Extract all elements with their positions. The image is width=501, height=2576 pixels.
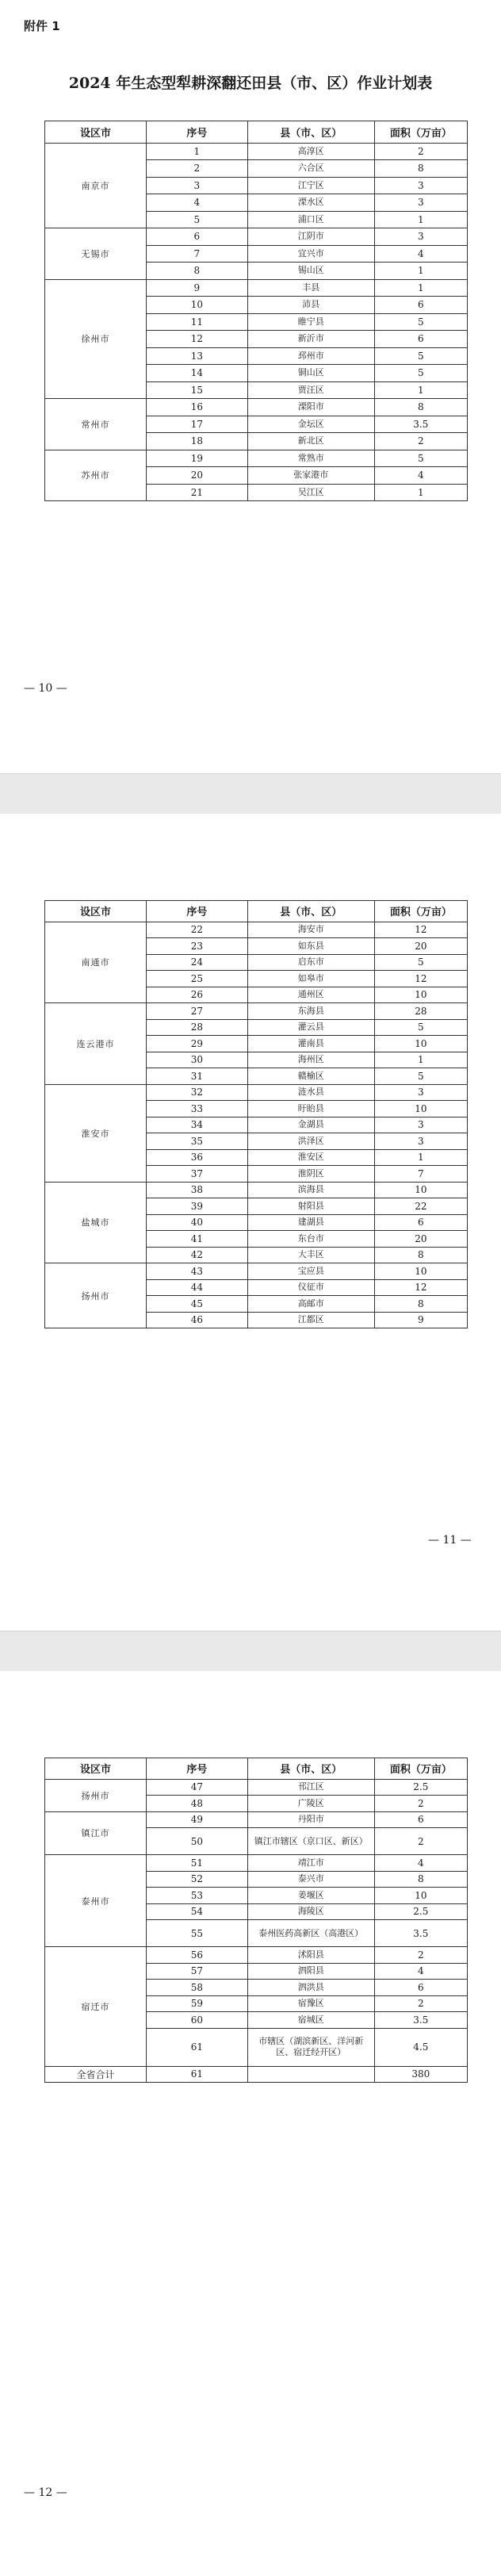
- index-cell: 27: [146, 1003, 247, 1020]
- county-cell: 金湖县: [247, 1117, 374, 1133]
- area-cell: 5: [374, 1019, 467, 1036]
- county-cell: 邗江区: [247, 1779, 374, 1796]
- area-cell: 10: [374, 1036, 467, 1052]
- county-cell: 仪征市: [247, 1279, 374, 1296]
- area-cell: 10: [374, 1263, 467, 1280]
- header-index: 序号: [146, 121, 247, 144]
- county-cell: 六合区: [247, 160, 374, 178]
- county-cell: 启东市: [247, 954, 374, 971]
- index-cell: 59: [146, 1995, 247, 2012]
- county-cell: 丰县: [247, 279, 374, 297]
- county-cell: 高淳区: [247, 143, 374, 160]
- area-cell: 4: [374, 1855, 467, 1872]
- area-cell: 4: [374, 467, 467, 485]
- index-cell: 14: [146, 365, 247, 382]
- index-cell: 56: [146, 1947, 247, 1964]
- index-cell: 25: [146, 971, 247, 987]
- index-cell: 49: [146, 1811, 247, 1828]
- area-cell: 8: [374, 399, 467, 416]
- table-row: [45, 1855, 468, 1872]
- table-header-row: [45, 121, 468, 144]
- county-cell: 宿豫区: [247, 1995, 374, 2012]
- area-cell: 2: [374, 433, 467, 450]
- index-cell: 30: [146, 1052, 247, 1068]
- index-cell: 28: [146, 1019, 247, 1036]
- area-cell: 2.5: [374, 1779, 467, 1796]
- area-cell: 6: [374, 1811, 467, 1828]
- page-gap: [0, 773, 501, 815]
- county-cell: 盱眙县: [247, 1101, 374, 1117]
- table-row: [45, 143, 468, 160]
- area-cell: 9: [374, 1312, 467, 1328]
- index-cell: 44: [146, 1279, 247, 1296]
- county-cell: 灌南县: [247, 1036, 374, 1052]
- area-cell: 5: [374, 347, 467, 365]
- index-cell: 2: [146, 160, 247, 178]
- area-cell: 3.5: [374, 1920, 467, 1947]
- county-cell: 靖江市: [247, 1855, 374, 1872]
- city-cell: 苏州市: [45, 450, 147, 501]
- area-cell: 28: [374, 1003, 467, 1020]
- table-header-row: [45, 901, 468, 922]
- area-cell: 3.5: [374, 2012, 467, 2029]
- index-cell: 16: [146, 399, 247, 416]
- city-cell: 常州市: [45, 399, 147, 450]
- index-cell: 37: [146, 1166, 247, 1183]
- area-cell: 3: [374, 177, 467, 194]
- city-cell: 南通市: [45, 922, 147, 1003]
- city-cell: 泰州市: [45, 1855, 147, 1947]
- index-cell: 11: [146, 313, 247, 331]
- area-cell: 6: [374, 297, 467, 314]
- table-row: [45, 1182, 468, 1198]
- area-cell: 10: [374, 1101, 467, 1117]
- county-cell: 海安市: [247, 922, 374, 938]
- county-cell: 浦口区: [247, 211, 374, 228]
- index-cell: 24: [146, 954, 247, 971]
- table-row: [45, 399, 468, 416]
- table-row: [45, 1084, 468, 1101]
- city-cell: 扬州市: [45, 1779, 147, 1811]
- page-1: [0, 0, 501, 773]
- county-cell: 东海县: [247, 1003, 374, 1020]
- area-cell: 5: [374, 1068, 467, 1085]
- county-cell: 宝应县: [247, 1263, 374, 1280]
- index-cell: 21: [146, 484, 247, 501]
- area-cell: 2: [374, 1796, 467, 1812]
- index-cell: 50: [146, 1828, 247, 1855]
- area-cell: 8: [374, 1247, 467, 1263]
- county-cell: 江都区: [247, 1312, 374, 1328]
- county-cell: 新北区: [247, 433, 374, 450]
- index-cell: 35: [146, 1133, 247, 1150]
- county-cell: 泗洪县: [247, 1980, 374, 1996]
- county-cell: 吴江区: [247, 484, 374, 501]
- index-cell: 60: [146, 2012, 247, 2029]
- index-cell: 36: [146, 1149, 247, 1166]
- index-cell: 34: [146, 1117, 247, 1133]
- index-cell: 26: [146, 987, 247, 1003]
- page-number: — 12 —: [24, 2486, 67, 2499]
- header-area: 面积（万亩）: [374, 121, 467, 144]
- index-cell: 42: [146, 1247, 247, 1263]
- header-area: 面积（万亩）: [374, 1758, 467, 1780]
- county-cell: 丹阳市: [247, 1811, 374, 1828]
- page-2: [0, 814, 501, 1631]
- area-cell: 20: [374, 938, 467, 955]
- city-cell: 南京市: [45, 143, 147, 228]
- area-cell: 4.5: [374, 2028, 467, 2066]
- index-cell: 51: [146, 1855, 247, 1872]
- county-cell: 如皋市: [247, 971, 374, 987]
- county-cell: 海陵区: [247, 1903, 374, 1920]
- area-cell: 7: [374, 1166, 467, 1183]
- area-cell: 10: [374, 1888, 467, 1904]
- index-cell: 46: [146, 1312, 247, 1328]
- index-cell: 12: [146, 331, 247, 348]
- city-cell: 淮安市: [45, 1084, 147, 1182]
- area-cell: 5: [374, 450, 467, 467]
- total-label-cell: 全省合计: [45, 2066, 147, 2083]
- index-cell: 48: [146, 1796, 247, 1812]
- county-cell: 赣榆区: [247, 1068, 374, 1085]
- county-cell: 市辖区（湖滨新区、洋河新区、宿迁经开区）: [247, 2028, 374, 2066]
- table-row: [45, 1779, 468, 1796]
- index-cell: 22: [146, 922, 247, 938]
- index-cell: 1: [146, 143, 247, 160]
- index-cell: 3: [146, 177, 247, 194]
- index-cell: 8: [146, 263, 247, 280]
- area-cell: 2: [374, 143, 467, 160]
- header-county: 县（市、区）: [247, 121, 374, 144]
- county-cell: 宿城区: [247, 2012, 374, 2029]
- county-cell: 沭阳县: [247, 1947, 374, 1964]
- county-cell: 灌云县: [247, 1019, 374, 1036]
- header-index: 序号: [146, 1758, 247, 1780]
- county-cell: 淮安区: [247, 1149, 374, 1166]
- index-cell: 54: [146, 1903, 247, 1920]
- area-cell: 22: [374, 1198, 467, 1215]
- area-cell: 8: [374, 1871, 467, 1888]
- index-cell: 61: [146, 2028, 247, 2066]
- table-row: [45, 1263, 468, 1280]
- index-cell: 18: [146, 433, 247, 450]
- county-cell: 张家港市: [247, 467, 374, 485]
- county-cell: 广陵区: [247, 1796, 374, 1812]
- index-cell: 40: [146, 1214, 247, 1231]
- area-cell: 5: [374, 365, 467, 382]
- county-cell: 邳州市: [247, 347, 374, 365]
- county-cell: 高邮市: [247, 1296, 374, 1313]
- county-cell: 溧阳市: [247, 399, 374, 416]
- table-row: [45, 1003, 468, 1020]
- area-cell: 12: [374, 971, 467, 987]
- index-cell: 9: [146, 279, 247, 297]
- area-cell: 5: [374, 954, 467, 971]
- area-cell: 1: [374, 484, 467, 501]
- plan-table: [44, 1758, 468, 2083]
- area-cell: 6: [374, 1214, 467, 1231]
- header-city: 设区市: [45, 901, 147, 922]
- city-cell: 镇江市: [45, 1811, 147, 1855]
- index-cell: 41: [146, 1231, 247, 1248]
- county-cell: 滨海县: [247, 1182, 374, 1198]
- index-cell: 55: [146, 1920, 247, 1947]
- index-cell: 43: [146, 1263, 247, 1280]
- county-cell: 通州区: [247, 987, 374, 1003]
- county-cell: 贾汪区: [247, 381, 374, 399]
- area-cell: 2: [374, 1995, 467, 2012]
- county-cell: 如东县: [247, 938, 374, 955]
- county-cell: 镇江市辖区（京口区、新区）: [247, 1828, 374, 1855]
- county-cell: 姜堰区: [247, 1888, 374, 1904]
- header-county: 县（市、区）: [247, 1758, 374, 1780]
- city-cell: 徐州市: [45, 279, 147, 399]
- county-cell: 宜兴市: [247, 245, 374, 263]
- plan-table: [44, 121, 468, 501]
- index-cell: 4: [146, 194, 247, 212]
- county-cell: 沛县: [247, 297, 374, 314]
- county-cell: 铜山区: [247, 365, 374, 382]
- document-title: 2024 年生态型犁耕深翻还田县（市、区）作业计划表: [68, 75, 433, 92]
- index-cell: 38: [146, 1182, 247, 1198]
- area-cell: 3: [374, 1133, 467, 1150]
- index-cell: 58: [146, 1980, 247, 1996]
- county-cell: 常熟市: [247, 450, 374, 467]
- city-cell: 连云港市: [45, 1003, 147, 1085]
- index-cell: 20: [146, 467, 247, 485]
- area-cell: 1: [374, 263, 467, 280]
- index-cell: 31: [146, 1068, 247, 1085]
- county-cell: 海州区: [247, 1052, 374, 1068]
- header-city: 设区市: [45, 1758, 147, 1780]
- area-cell: 8: [374, 1296, 467, 1313]
- total-index-cell: 61: [146, 2066, 247, 2083]
- table-header-row: [45, 1758, 468, 1780]
- index-cell: 23: [146, 938, 247, 955]
- header-index: 序号: [146, 901, 247, 922]
- table-row: [45, 228, 468, 246]
- city-cell: 盐城市: [45, 1182, 147, 1263]
- area-cell: 1: [374, 279, 467, 297]
- county-cell: 新沂市: [247, 331, 374, 348]
- county-cell: 淮阴区: [247, 1166, 374, 1183]
- index-cell: 45: [146, 1296, 247, 1313]
- plan-table: [44, 900, 468, 1328]
- table-row: [45, 450, 468, 467]
- area-cell: 3.5: [374, 416, 467, 433]
- area-cell: 3: [374, 228, 467, 246]
- index-cell: 52: [146, 1871, 247, 1888]
- area-cell: 6: [374, 331, 467, 348]
- total-county-cell: [247, 2066, 374, 2083]
- area-cell: 2: [374, 1828, 467, 1855]
- county-cell: 江宁区: [247, 177, 374, 194]
- index-cell: 32: [146, 1084, 247, 1101]
- page-gap: [0, 1631, 501, 1672]
- index-cell: 47: [146, 1779, 247, 1796]
- index-cell: 33: [146, 1101, 247, 1117]
- county-cell: 东台市: [247, 1231, 374, 1248]
- area-cell: 4: [374, 245, 467, 263]
- header-county: 县（市、区）: [247, 901, 374, 922]
- index-cell: 19: [146, 450, 247, 467]
- index-cell: 6: [146, 228, 247, 246]
- area-cell: 20: [374, 1231, 467, 1248]
- index-cell: 29: [146, 1036, 247, 1052]
- area-cell: 2: [374, 1947, 467, 1964]
- table-row: [45, 922, 468, 938]
- area-cell: 1: [374, 211, 467, 228]
- index-cell: 10: [146, 297, 247, 314]
- index-cell: 5: [146, 211, 247, 228]
- attachment-label: 附件 1: [24, 19, 60, 33]
- index-cell: 13: [146, 347, 247, 365]
- index-cell: 53: [146, 1888, 247, 1904]
- area-cell: 4: [374, 1963, 467, 1980]
- county-cell: 睢宁县: [247, 313, 374, 331]
- total-row: [45, 2066, 468, 2083]
- header-area: 面积（万亩）: [374, 901, 467, 922]
- city-cell: 无锡市: [45, 228, 147, 280]
- area-cell: 3: [374, 194, 467, 212]
- county-cell: 江阴市: [247, 228, 374, 246]
- area-cell: 10: [374, 1182, 467, 1198]
- index-cell: 7: [146, 245, 247, 263]
- city-cell: 扬州市: [45, 1263, 147, 1328]
- area-cell: 12: [374, 1279, 467, 1296]
- index-cell: 39: [146, 1198, 247, 1215]
- index-cell: 15: [146, 381, 247, 399]
- index-cell: 17: [146, 416, 247, 433]
- page-number: — 11 —: [428, 1534, 472, 1547]
- county-cell: 泗阳县: [247, 1963, 374, 1980]
- area-cell: 1: [374, 1149, 467, 1166]
- area-cell: 12: [374, 922, 467, 938]
- table-row: [45, 279, 468, 297]
- page-3: [0, 1671, 501, 2576]
- area-cell: 8: [374, 160, 467, 178]
- county-cell: 泰兴市: [247, 1871, 374, 1888]
- table-row: [45, 1947, 468, 1964]
- total-area-cell: 380: [374, 2066, 467, 2083]
- area-cell: 3: [374, 1117, 467, 1133]
- area-cell: 5: [374, 313, 467, 331]
- county-cell: 涟水县: [247, 1084, 374, 1101]
- county-cell: 溧水区: [247, 194, 374, 212]
- page-number: — 10 —: [24, 682, 67, 695]
- table-row: [45, 1811, 468, 1828]
- area-cell: 1: [374, 1052, 467, 1068]
- area-cell: 3: [374, 1084, 467, 1101]
- area-cell: 10: [374, 987, 467, 1003]
- county-cell: 锡山区: [247, 263, 374, 280]
- county-cell: 大丰区: [247, 1247, 374, 1263]
- index-cell: 57: [146, 1963, 247, 1980]
- area-cell: 6: [374, 1980, 467, 1996]
- city-cell: 宿迁市: [45, 1947, 147, 2067]
- county-cell: 金坛区: [247, 416, 374, 433]
- county-cell: 洪泽区: [247, 1133, 374, 1150]
- county-cell: 射阳县: [247, 1198, 374, 1215]
- area-cell: 2.5: [374, 1903, 467, 1920]
- header-city: 设区市: [45, 121, 147, 144]
- county-cell: 建湖县: [247, 1214, 374, 1231]
- area-cell: 1: [374, 381, 467, 399]
- county-cell: 泰州医药高新区（高港区）: [247, 1920, 374, 1947]
